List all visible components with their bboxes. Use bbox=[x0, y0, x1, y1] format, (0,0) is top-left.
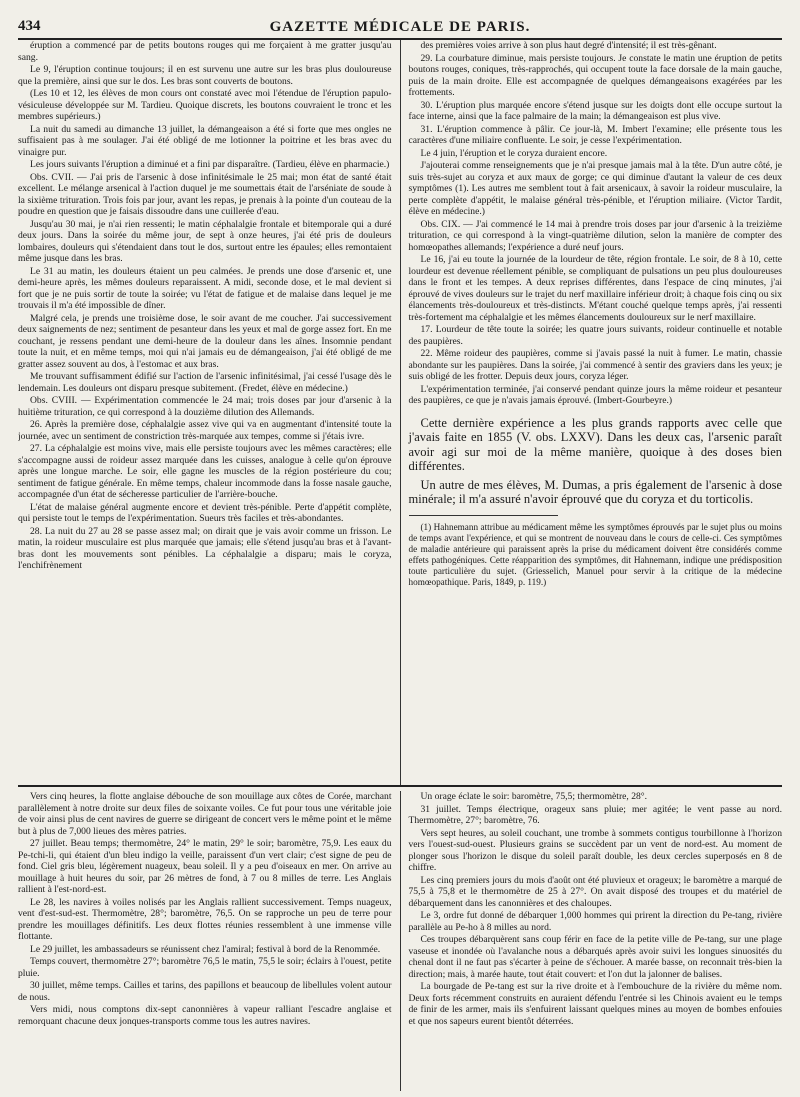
page-header bbox=[18, 16, 782, 40]
paragraph: Le 4 juin, l'éruption et le coryza duraient encore. bbox=[420, 147, 608, 159]
large-paragraph: Un autre de mes élèves, M. Dumas, a pris également de l'arsenic à dose minérale; il m'a assuré n'avoir éprouvé que du coryza et du torticolis. bbox=[408, 477, 782, 506]
paragraph: L'expérimentation terminée, j'ai conservé pendant quinze jours la même roideur et pesanteur des paupières, ce que je n'avais jamais éprouvé. (Imbert-Gourbeyre.) bbox=[408, 383, 782, 406]
paragraph: Obs. CVIII. — Expérimentation commencée le 24 mai; trois doses par jour d'arsenic à la huitième trituration, ce qui correspond à la douzième dilution des Allemands. bbox=[18, 395, 392, 418]
paragraph: 30. L'éruption plus marquée encore s'étend jusque sur les doigts dont elle occupe surtout la face interne, ainsi que la face palmaire de la main; la démangeaison est plus vive. bbox=[408, 99, 782, 122]
paragraph: 26. Après la première dose, céphalalgie assez vive qui va en augmentant d'intensité toute la journée, avec un sentiment de constriction très-marquée aux tempes, comme si j'étais ivre. bbox=[18, 419, 392, 442]
paragraph: Jusqu'au 30 mai, je n'ai rien ressenti; le matin céphalalgie frontale et bitemporale qui a duré deux jours. Dans la soirée du même jour, de sept à onze heures, j'ai été pris de douleurs lombaires, douleurs qui s'étendaient dans tout le dos, surtout entre les épaules; elles remontaient même jusque dans les bras. bbox=[18, 218, 392, 264]
paragraph: Obs. CIX. — J'ai commencé le 14 mai à prendre trois doses par jour d'arsenic à la treizième trituration, ce qui correspond à la vingt-quatrième dilution, selon la manière de compter des homœopathes allemands; l'expérience a duré neuf jours. bbox=[408, 218, 782, 253]
paragraph: Vers midi, nous comptons dix-sept canonnières à vapeur ralliant l'escadre anglaise et remorquant chacune deux jonques-transports comme tous les autres navires. bbox=[18, 1004, 392, 1027]
page-number: 434 bbox=[18, 18, 41, 34]
paragraph: 28. La nuit du 27 au 28 se passe assez mal; on dirait que je vais avoir comme un frisson. Le matin, la roideur musculaire est plus marquée que jamais; elle s'étend jusqu'au bras et à l'avant-bras dont les mouvements sont pénibles. La céphalalgie a disparu; mais le coryza, l'enchifrènement bbox=[18, 525, 392, 571]
lower-left-column bbox=[18, 791, 400, 1091]
paragraph: Le 3, ordre fut donné de débarquer 1,000 hommes qui prirent la direction du Pe-tang, rivière parallèle au Pe-ho à 8 milles au nord. bbox=[408, 910, 782, 933]
upper-right-column bbox=[400, 40, 783, 785]
paragraph: Ces troupes débarquèrent sans coup férir en face de la petite ville de Pe-tang, sur une plage vaseuse et inondée où l'avalanche nous a débarqués après avoir suivi les longues sinuosités du chenal dont il ne faut pas s'écarter à peine de s'échouer. A marée basse, on reconnait très-bien la direction; mais, à marée haute, tout était couvert: et l'on dut la jalonner de balises. bbox=[408, 934, 782, 980]
upper-section bbox=[18, 40, 782, 787]
paragraph: 29. La courbature diminue, mais persiste toujours. Je constate le matin une éruption de petits boutons rouges, coniques, très-rapprochés, qui occupent toute la face dorsale de la main gauche, puis de la main droite. Elle est accompagnée de quelques démangeaisons exagérées par les frottements. bbox=[408, 52, 782, 98]
paragraph: Un orage éclate le soir: baromètre, 75,5; thermomètre, 28°. bbox=[420, 791, 648, 802]
paragraph: Le 29 juillet, les ambassadeurs se réunissent chez l'amiral; festival à bord de la Renommée. bbox=[30, 943, 381, 955]
paragraph: 27 juillet. Beau temps; thermomètre, 24° le matin, 29° le soir; baromètre, 75,9. Les eaux du Pe-tchi-li, qui étaient d'un bleu indigo la veille, paraissent d'un vert clair; c'est signe de peu de fond. Ciel gris bleu, légèrement nuageux, beau soleil. Il y a peu d'oiseaux en mer. On arrive au mouillage à huit heures du soir, par 26 mètres de fond, à 7 ou 8 milles de terre. Les Anglais rallient à l'est-nord-est. bbox=[18, 838, 392, 895]
paragraph: 27. La céphalalgie est moins vive, mais elle persiste toujours avec les mêmes caractères; elle s'accompagne aussi de roideur assez marquée dans les cuisses, analogue à celle qu'on éprouve après une longue marche. Le soir, elle gagne les muscles de la région postérieure du cou; sentiment de fatigue générale. En même temps, chaleur incommode dans la fosse nasale gauche, accompagnée d'un état de sécheresse particulier de l'arrière-bouche. bbox=[18, 443, 392, 500]
paragraph: Les cinq premiers jours du mois d'août ont été pluvieux et orageux; le baromètre a marqué de 75,5 à 75,8 et le thermomètre de 25 à 27°. On avait disposé des troupes et du matériel de débarquement dans les canonnières et des chaloupes. bbox=[408, 874, 782, 909]
large-paragraph: Cette dernière expérience a les plus grands rapports avec celle que j'avais faite en 1855 (V. obs. LXXV). Dans les deux cas, l'arsenic paraît avoir agi sur moi de la même manière, quoique à des doses bien différentes. bbox=[408, 415, 782, 473]
paragraph: 31 juillet. Temps électrique, orageux sans pluie; mer agitée; le vent passe au nord. Thermomètre, 27°; baromètre, 76. bbox=[408, 803, 782, 826]
upper-left-column bbox=[18, 40, 400, 785]
lower-section bbox=[18, 791, 782, 1091]
paragraph: 22. Même roideur des paupières, comme si j'avais passé la nuit à fumer. Le matin, chassie abondante sur les paupières. Dans la soirée, j'ai commencé à sentir des graviers dans les yeux; je suis obligé de les frotter. Depuis deux jours, coryza léger. bbox=[408, 348, 782, 382]
paragraph: Vers cinq heures, la flotte anglaise débouche de son mouillage aux côtes de Corée, marchant parallèlement à notre droite sur deux files de soixante voiles. Ce fut pour tous une véritable joie de voir ainsi plus de cent navires de guerre se dirigeant de concert vers le même point et le même but à plus de 7,000 lieues des mères patries. bbox=[18, 791, 392, 837]
paragraph: Le 9, l'éruption continue toujours; il en est survenu une autre sur les bras plus douloureuse que la première, ainsi que sur le dos. Les bras sont couverts de boutons. bbox=[18, 64, 392, 87]
paragraph: La bourgade de Pe-tang est sur la rive droite et à l'embouchure de la rivière du même nom. Deux forts récemment construits en auraient défendu l'entrée si les Chinois avaient eu le temps de finir de les armer, mais ils s'enfuirent laissant quelques mines au moyen de bombes enfouies et que nos sapeurs eurent bientôt déterrées. bbox=[408, 981, 782, 1027]
paragraph: 17. Lourdeur de tête toute la soirée; les quatre jours suivants, roideur continuelle et notable des paupières. bbox=[408, 324, 782, 347]
paragraph: Le 16, j'ai eu toute la journée de la lourdeur de tête, région frontale. Le soir, de 8 à 10, cette lourdeur est devenue réellement pénible, se compliquant de pulsations un peu plus douloureuses dans le front et les tempes. A deux reprises différentes, dans l'espace de cinq minutes, j'ai éprouvé de vives douleurs sur le trajet du nerf maxillaire inférieur droit; à chaque fois cinq ou six élancements très-douloureux et très-distincts. M'étant couché quelque temps après, j'ai ressenti très-fortement ma céphalalgie et les mêmes élancements douloureux sur le nerf maxillaire. bbox=[408, 254, 782, 323]
paragraph: (Les 10 et 12, les élèves de mon cours ont constaté avec moi l'étendue de l'éruption papulo-vésiculeuse développée sur M. Tardieu. Quoique discrets, les boutons couvraient le tronc et les membres supérieurs.) bbox=[18, 88, 392, 122]
paragraph: J'ajouterai comme renseignements que je n'ai presque jamais mal à la tête. D'un autre côté, je suis très-sujet au coryza et aux maux de gorge; ce qui diminue d'autant la valeur de ces deux symptômes (1). Les autres me semblent tout à fait arsenicaux, à savoir la roideur musculaire, la perte complète d'appétit, le malaise général très-pénible, et l'éruption miliaire. (Victor Tardit, élève en médecine.) bbox=[408, 160, 782, 217]
paragraph: Malgré cela, je prends une troisième dose, le soir avant de me coucher. J'ai successivement deux saignements de nez; sentiment de pesanteur dans les yeux et mal de gorge assez fort. En me couchant, je ressens pendant une demi-heure de la douleur dans les aînes. Insomnie pendant toute la nuit, et en même temps, moi qui n'ai jamais eu de démangeaison, j'ai été obligé de me gratter assez souvent au dos, à l'estomac et aux bras. bbox=[18, 312, 392, 370]
paragraph: 31. L'éruption commence à pâlir. Ce jour-là, M. Imbert l'examine; elle présente tous les caractères d'une miliaire confluente. Le soir, je cesse l'expérimentation. bbox=[408, 123, 782, 146]
paragraph: Les jours suivants l'éruption a diminué et a fini par disparaître. (Tardieu, élève en pharmacie.) bbox=[30, 159, 390, 170]
paragraph: Vers sept heures, au soleil couchant, une trombe à sommets contigus tourbillonne à l'horizon vers l'ouest-sud-ouest. Plusieurs grains se succèdent par un vent de nord-est. Au moment de plonger sous l'horizon le disque du soleil paraît double, les deux cercles superposés en 8 de chiffre. bbox=[408, 827, 782, 873]
paragraph: Temps couvert, thermomètre 27°; baromètre 76,5 le matin, 75,5 le soir; éclairs à l'ouest, petite pluie. bbox=[18, 956, 392, 979]
paragraph: des premières voies arrive à son plus haut degré d'intensité; il est très-gênant. bbox=[420, 40, 717, 51]
paragraph: Me trouvant suffisamment édifié sur l'action de l'arsenic infinitésimal, j'ai cessé l'usage dès le lendemain. Les douleurs ont disparu presque subitement. (Fredet, élève en médecine.) bbox=[18, 371, 392, 394]
paragraph: La nuit du samedi au dimanche 13 juillet, la démangeaison a été si forte que mes ongles ne suffisaient pas à me soulager. J'ai été obligé de me lotionner la poitrine et les bras avec du vinaigre pur. bbox=[18, 123, 392, 158]
footnote-divider bbox=[409, 515, 558, 516]
paragraph: éruption a commencé par de petits boutons rouges qui me forçaient à me gratter jusqu'au sang. bbox=[18, 40, 392, 63]
paragraph: Obs. CVII. — J'ai pris de l'arsenic à dose infinitésimale le 25 mai; mon état de santé était excellent. Le mélange arsenical à l'action duquel je me soumettais était de l'arséniate de soude à la sixième trituration. Trois fois par jour, avant les repas, je prenais à la pointe d'un couteau de la poudre en question que je faisais dissoudre dans une cuillerée d'eau. bbox=[18, 171, 392, 217]
paragraph: L'état de malaise général augmente encore et devient très-pénible. Perte d'appétit complète, qui persiste tout le temps de l'expérimentation. Sueurs très faciles et très-abondantes. bbox=[18, 501, 392, 524]
lower-right-column bbox=[400, 791, 783, 1091]
paragraph: Le 31 au matin, les douleurs étaient un peu calmées. Je prends une dose d'arsenic et, une demi-heure après, les mêmes douleurs reparaissent. A midi, seconde dose, et le mal devient si fort que je ne puis sortir de toute la soirée; vu l'état de fatigue et de malaise dans lequel je me trouvais il m'a été impossible de dîner. bbox=[18, 265, 392, 311]
paragraph: 30 juillet, même temps. Cailles et tarins, des papillons et beaucoup de libellules volent autour de nous. bbox=[18, 980, 392, 1003]
footnote: (1) Hahnemann attribue au médicament même les symptômes éprouvés par le sujet plus ou moins de temps avant l'expérience, et qui se montrent de nouveau dans le cours de celle-ci. Ces symptômes de maladie antérieure qui paraissent après la prise du médicament doivent être considérés comme effets pathogéniques. Cette réapparition des symptômes, dit Hahnemann, indique une prédisposition toute particulière du sujet. (Griesselich, Manuel pour servir à la critique de la médecine homœopathique. Paris, 1849, p. 119.) bbox=[408, 521, 782, 587]
page-title: GAZETTE MÉDICALE DE PARIS. bbox=[269, 18, 531, 35]
paragraph: Le 28, les navires à voiles nolisés par les Anglais rallient successivement. Temps nuageux, vent d'est-sud-est. Thermomètre, 28°; baromètre, 76,5. On se rapproche un peu de terre pour prendre les mouillages définitifs. Les deux flottes réunies ressemblent à une immense ville flottante. bbox=[18, 896, 392, 942]
